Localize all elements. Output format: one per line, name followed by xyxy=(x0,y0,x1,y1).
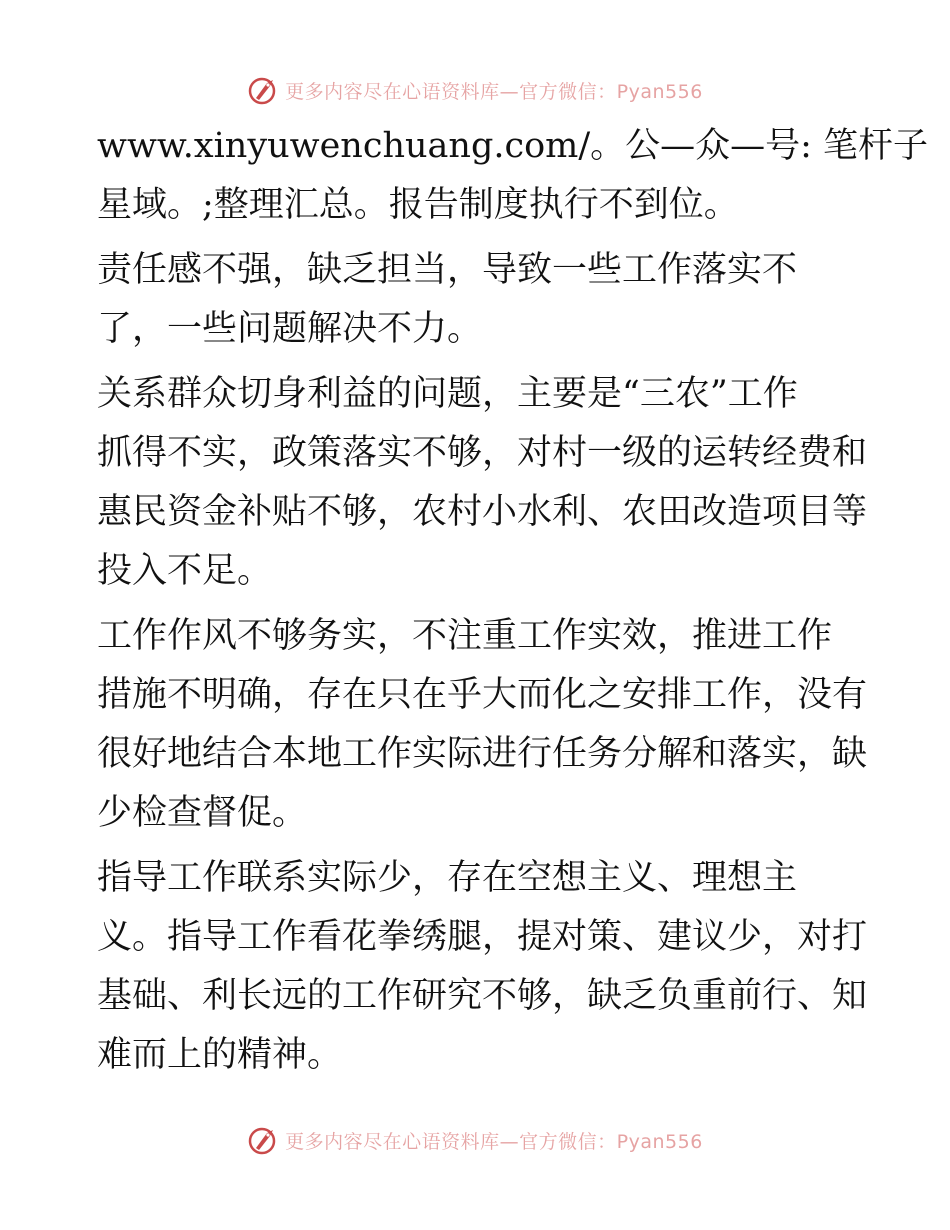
pen-nib-logo-icon xyxy=(247,74,279,106)
paragraph-line: 星域。;整理汇总。报告制度执行不到位。 xyxy=(97,185,739,225)
paragraph-line: 少检查督促。 xyxy=(97,793,308,833)
paragraph-1 xyxy=(97,117,929,235)
pen-nib-logo-icon xyxy=(247,1124,279,1156)
paragraph-4 xyxy=(97,607,868,843)
header-banner xyxy=(0,70,950,110)
paragraph-line: 工作作风不够务实，不注重工作实效，推进工作 xyxy=(97,616,833,656)
paragraph-line: 了，一些问题解决不力。 xyxy=(97,309,483,349)
footer-banner xyxy=(0,1120,950,1160)
paragraph-line: 义。指导工作看花拳绣腿，提对策、建议少，对打 xyxy=(97,917,868,957)
paragraph-line: 抓得不实，政策落实不够，对村一级的运转经费和 xyxy=(97,433,868,473)
paragraph-line: 责任感不强，缺乏担当，导致一些工作落实不 xyxy=(97,250,798,290)
paragraph-3 xyxy=(97,365,868,601)
paragraph-2 xyxy=(97,241,857,359)
paragraph-line: 惠民资金补贴不够，农村小水利、农田改造项目等 xyxy=(97,492,868,532)
paragraph-line: 很好地结合本地工作实际进行任务分解和落实，缺 xyxy=(97,734,868,774)
paragraph-line: www.xinyuwenchuang.com/。公—众—号: 笔杆子 xyxy=(97,126,929,166)
document-body xyxy=(97,117,929,1091)
paragraph-line: 关系群众切身利益的问题，主要是“三农”工作 xyxy=(97,374,798,414)
paragraph-line: 指导工作联系实际少，存在空想主义、理想主 xyxy=(97,858,798,898)
paragraph-line: 措施不明确，存在只在乎大而化之安排工作，没有 xyxy=(97,675,868,715)
footer-banner-text: 更多内容尽在心语资料库—官方微信：Pyan556 xyxy=(285,1130,703,1153)
paragraph-line: 基础、利长远的工作研究不够，缺乏负重前行、知 xyxy=(97,976,868,1016)
paragraph-line: 难而上的精神。 xyxy=(97,1035,343,1075)
paragraph-5 xyxy=(97,849,868,1085)
header-banner-text: 更多内容尽在心语资料库—官方微信：Pyan556 xyxy=(285,80,703,103)
paragraph-line: 投入不足。 xyxy=(97,551,273,591)
